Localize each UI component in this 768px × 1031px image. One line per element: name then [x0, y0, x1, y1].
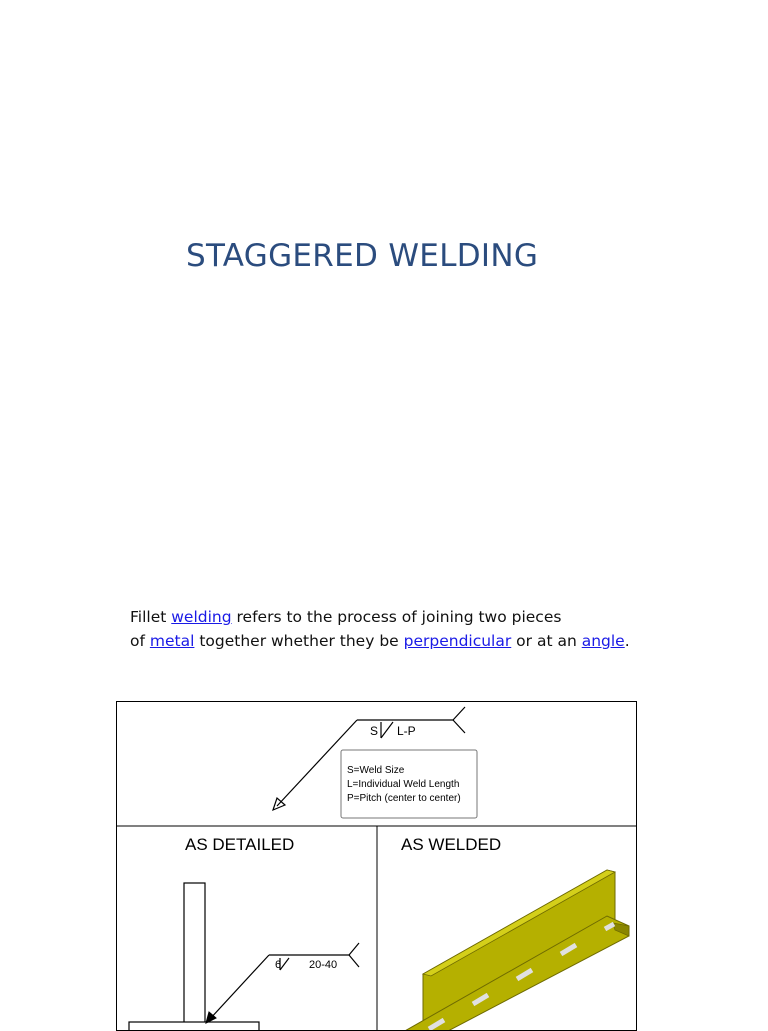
fillet-symbol-diagonal: [381, 722, 393, 738]
length-pitch-label: L-P: [397, 724, 416, 738]
weld-size-label: S: [370, 724, 379, 738]
text-fragment: of: [130, 632, 150, 650]
detail-tail-lower: [349, 955, 359, 967]
weld-diagram-figure: [116, 701, 637, 1031]
legend-line-2: L=Individual Weld Length: [347, 779, 460, 790]
paragraph-line-1: [130, 605, 630, 629]
as-welded-heading: AS WELDED: [401, 835, 502, 854]
legend-line-3: P=Pitch (center to center): [347, 793, 461, 804]
tail-upper: [453, 707, 465, 720]
link-welding[interactable]: welding: [171, 608, 232, 626]
text-fragment: or at an: [511, 632, 582, 650]
as-welded-panel: [401, 835, 629, 1031]
base-plate: [129, 1022, 259, 1031]
text-fragment: Fillet: [130, 608, 172, 626]
vertical-plate: [184, 883, 205, 1023]
legend-line-1: S=Weld Size: [347, 765, 405, 776]
description-paragraph: [130, 605, 630, 653]
text-fragment: together whether they be: [194, 632, 404, 650]
link-perpendicular[interactable]: perpendicular: [403, 632, 512, 650]
detail-arrow-line: [209, 955, 269, 1020]
text-fragment: .: [624, 632, 630, 650]
link-angle[interactable]: angle: [581, 632, 625, 650]
tail-lower: [453, 720, 465, 733]
paragraph-line-2: [130, 629, 630, 653]
weld-diagram-svg: [117, 702, 637, 1031]
detail-fillet-diagonal: [280, 958, 289, 970]
text-fragment: refers to the process of joining two pieces: [231, 608, 562, 626]
legend-box: [341, 750, 477, 818]
detail-size-label: 6: [275, 959, 282, 971]
detail-length-pitch-label: 20-40: [309, 959, 338, 971]
as-detailed-panel: [129, 835, 359, 1031]
detail-tail-upper: [349, 943, 359, 955]
link-metal[interactable]: metal: [149, 632, 195, 650]
as-detailed-heading: AS DETAILED: [185, 835, 295, 854]
page-title: STAGGERED WELDING: [186, 238, 539, 274]
